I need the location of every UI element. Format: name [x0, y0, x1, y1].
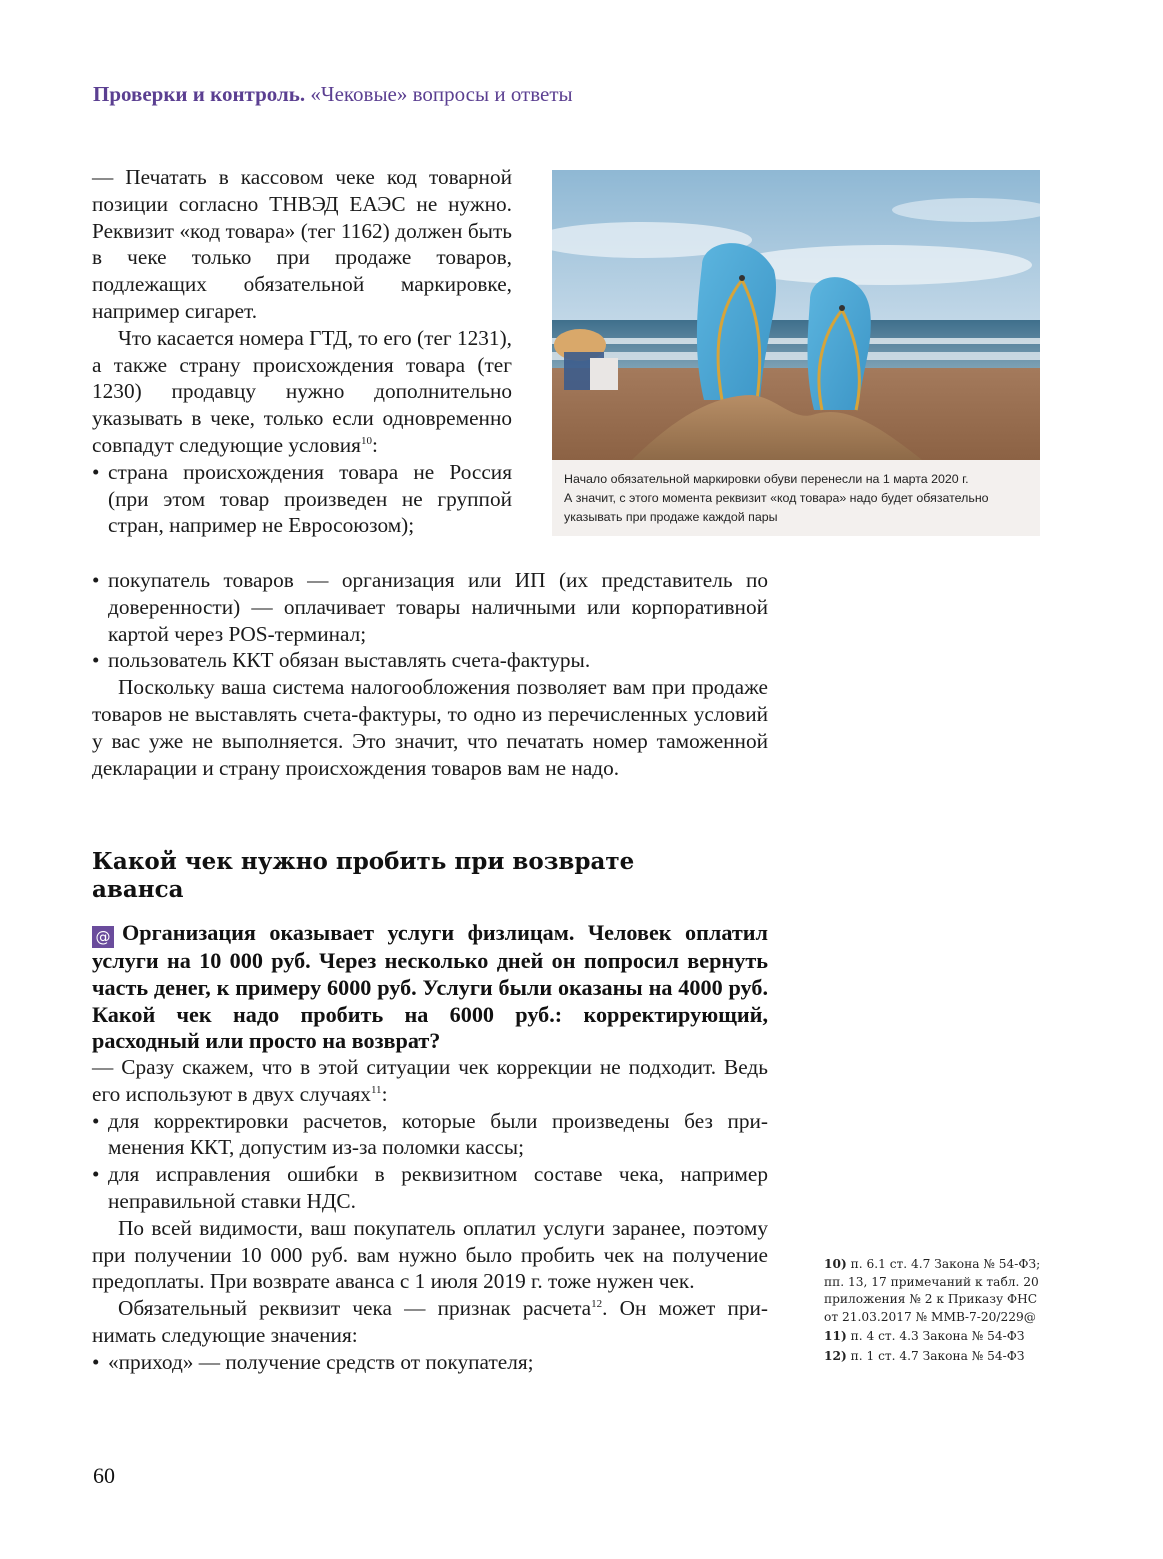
figure-caption	[564, 470, 1034, 527]
running-head-title: «Чековые» вопросы и ответы	[310, 82, 573, 106]
figure	[552, 170, 1040, 536]
footnote: 10) п. 6.1 ст. 4.7 Закона № 54-ФЗ; пп. 13, 17 примечаний к табл. 20 приложения № 2 к Приказу ФНС от 21.03.2017 № ММВ-7-20/229@	[824, 1257, 1041, 1324]
caption-line: А значит, с этого момента реквизит «код товара» надо будет обязательно	[564, 491, 989, 505]
section-heading: Какой чек нужно пробить при возврате аванса	[92, 848, 635, 903]
page-number: 60	[93, 1463, 115, 1488]
answer-paragraph: Что касается номера ГТД, то его (тег 1231), а также страну происхождения товара (тег 1230) продавцу нужно дополнительно указывать в чеке, только если одновременно совпадут следующие условия$^{10}$:	[92, 325, 512, 457]
running-head-section: Проверки и контроль.	[93, 82, 306, 106]
answer-column-lower	[92, 1054, 768, 1376]
conditions-list	[92, 459, 512, 539]
settlement-values-list	[92, 1349, 768, 1376]
answer-paragraph: По всей видимости, ваш покупатель оплатил услуги заранее, поэтому при получении 10 000 руб. вам нужно было пробить чек на получение предоплаты. При возврате аванса с 1 июля 2019 г. тоже нужен чек.	[92, 1215, 768, 1294]
answer-column-top	[92, 164, 512, 539]
footnote-ref[interactable]: 10	[360, 434, 372, 447]
running-head	[93, 82, 573, 107]
answer-paragraph: — Сразу скажем, что в этой ситуации чек коррекции не подходит. Ведь его используют в двух случаях$^{11}$:	[92, 1055, 768, 1106]
footnote: 12) п. 1 ст. 4.7 Закона № 54-ФЗ	[824, 1348, 1025, 1363]
answer-paragraph: Поскольку ваша система налогообложения позволяет вам при продаже товаров не выставлять счета-фактуры, то одно из перечисленных условий у вас уже не выполняется. Это значит, что печатать номер таможенной декларации и страну происхождения товаров вам не надо.	[92, 675, 768, 780]
list-item: • страна происхождения товара не Россия (при этом товар произведен не группой стран, например не Евросоюзом);	[92, 459, 512, 539]
email-question-icon: @	[92, 926, 114, 948]
list-item: • для исправления ошибки в реквизитном составе чека, например неправильной ставки НДС.	[92, 1161, 768, 1215]
list-item: • для корректировки расчетов, которые были произведены без применения ККТ, допустим из-за поломки кассы;	[92, 1108, 768, 1162]
question-text: Организация оказывает услуги физлицам. Человек оплатил услуги на 10 000 руб. Через несколько дней он попросил вернуть часть денег, к примеру 6000 руб. Услуги были оказаны на 4000 руб. Какой чек надо пробить на 6000 руб.: корректирующий, расходный или просто на возврат?	[92, 920, 768, 1054]
caption-line: указывать при продаже каждой пары	[564, 510, 778, 524]
list-item: • пользователь ККТ обязан выставлять счета-фактуры.	[92, 647, 768, 674]
list-item: • покупатель товаров — организация или ИП (их представитель по доверенности) — оплачивает товары наличными или корпоративной картой через POS-терминал;	[92, 567, 768, 647]
answer-column-full	[92, 567, 768, 781]
answer-paragraph: Обязательный реквизит чека — признак расчета$^{12}$. Он может принимать следующие значения:	[92, 1296, 769, 1347]
answer-paragraph: — Печатать в кассовом чеке код товарной позиции согласно ТНВЭД ЕАЭС не нужно. Реквизит «код товара» (тег 1162) должен быть в чеке только при продаже товаров, подлежащих обязательной маркировке, например сигарет.	[92, 165, 512, 323]
beach-flip-flops-photo	[552, 170, 1040, 460]
caption-line: Начало обязательной маркировки обуви перенесли на 1 марта 2020 г.	[564, 472, 969, 486]
footnote: 11) п. 4 ст. 4.3 Закона № 54-ФЗ	[824, 1329, 1025, 1344]
footnote-ref[interactable]: 12	[591, 1298, 603, 1311]
footnote-ref[interactable]: 11	[370, 1083, 382, 1096]
conditions-list-continued	[92, 567, 768, 674]
correction-cases-list	[92, 1108, 768, 1215]
footnotes	[824, 1256, 1044, 1368]
reader-question	[92, 920, 768, 1055]
list-item: • «приход» — получение средств от покупателя;	[92, 1349, 768, 1376]
